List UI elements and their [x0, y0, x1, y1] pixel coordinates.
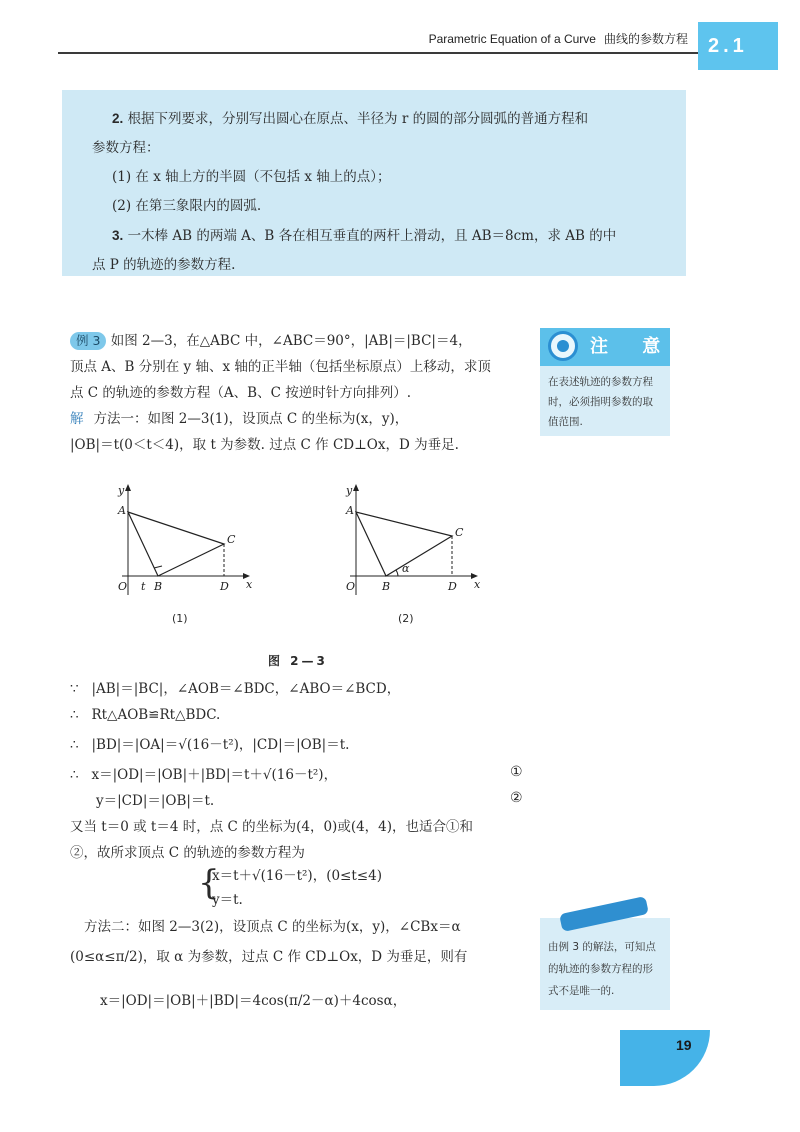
exercise-q2-cont: 参数方程：	[92, 140, 160, 156]
figure-1-caption: (1)	[172, 612, 188, 625]
method-2-line-3: x＝|OD|＝|OB|＋|BD|＝4cos(π/2－α)＋4cosα，	[100, 993, 407, 1009]
figure-1-triangle	[128, 512, 224, 576]
proof-line-1	[70, 676, 530, 702]
figure-1-label-y: y	[118, 484, 125, 497]
example-line-3: 点 C 的轨迹的参数方程（A、B、C 按逆时针方向排列）.	[70, 385, 411, 401]
attention-icon	[548, 331, 578, 361]
system-eq-1-text: x＝t＋√(16－t²)，	[212, 868, 327, 884]
q3-text: 一木棒 AB 的两端 A、B 各在相互垂直的两杆上滑动，且 AB＝8cm，求 AB 的中	[127, 228, 617, 244]
header-rule	[58, 52, 698, 54]
note-2-body: 由例 3 的解法，可知点的轨迹的参数方程的形式不是唯一的.	[540, 918, 670, 1010]
figure-1-right-angle	[154, 566, 162, 568]
figure-1-svg	[108, 480, 258, 610]
example-line-1-text: 如图 2—3，在△ABC 中，∠ABC＝90°，|AB|＝|BC|＝4，	[110, 333, 472, 349]
figure-2-label-x: x	[474, 578, 481, 591]
proof-block	[70, 676, 530, 866]
figure-2-label-y: y	[346, 484, 353, 497]
section-number: 2.1	[708, 34, 748, 57]
proof-line-6: 又当 t＝0 或 t＝4 时，点 C 的坐标为(4，0)或(4，4)，也适合①和	[70, 819, 474, 835]
solution-label: 解	[70, 411, 84, 427]
page-number: 19	[676, 1037, 692, 1053]
example-line-1	[70, 328, 540, 354]
figure-1-label-A: A	[118, 504, 126, 517]
q3-number: 3.	[112, 228, 124, 243]
figure-2-y-arrow	[353, 484, 359, 491]
system-eq-1	[212, 864, 382, 888]
example-tag: 例 3	[70, 332, 106, 350]
exercise-q3	[112, 221, 666, 251]
figure-2-label-D: D	[448, 580, 457, 593]
method-1-line-1	[70, 406, 540, 432]
q2-text: 根据下列要求，分别写出圆心在原点、半径为 r 的圆的部分圆弧的普通方程和	[127, 111, 589, 127]
proof-line-1-text: |AB|＝|BC|，∠AOB＝∠BDC，∠ABO＝∠BCD，	[91, 681, 401, 697]
method-2-line-1: 方法二：如图 2—3(2)，设顶点 C 的坐标为(x，y)，∠CBx＝α	[84, 919, 461, 935]
equation-mark-2: ②	[510, 790, 523, 806]
note-title: 注 意	[590, 336, 675, 357]
figure-2	[336, 480, 486, 614]
note-body: 在表述轨迹的参数方程时，必须指明参数的取值范围.	[540, 366, 670, 436]
equation-mark-1: ①	[510, 764, 523, 780]
header-title-cn: 曲线的参数方程	[603, 32, 688, 46]
system-eq-2: y＝t.	[212, 892, 243, 908]
exercise-q2	[112, 104, 666, 134]
figure-1-label-D: D	[220, 580, 229, 593]
figure-2-alpha-arc	[396, 570, 398, 576]
figure-2-label-alpha: α	[402, 562, 410, 575]
figure-1	[108, 480, 258, 614]
figure-2-label-A: A	[346, 504, 354, 517]
page-number-tab	[620, 1030, 710, 1086]
proof-line-2-text: Rt△AOB≌Rt△BDC.	[91, 707, 221, 723]
proof-line-3	[70, 732, 530, 758]
q2-number: 2.	[112, 111, 124, 126]
figure-caption: 图 2—3	[268, 654, 328, 668]
figure-1-label-t: t	[141, 580, 146, 593]
method-2-line-2: (0≤α≤π/2)，取 α 为参数，过点 C 作 CD⊥Ox，D 为垂足，则有	[70, 949, 468, 965]
figure-2-caption: (2)	[398, 612, 414, 625]
header-title-en: Parametric Equation of a Curve	[428, 32, 596, 46]
figure-2-label-C: C	[455, 526, 464, 539]
method-2-block	[70, 912, 540, 1016]
header-title	[429, 30, 688, 47]
figure-2-label-O: O	[346, 580, 356, 593]
therefore-symbol: ∴	[70, 737, 79, 753]
exercise-q2-item2: (2) 在第三象限内的圆弧.	[112, 198, 262, 214]
figure-1-label-B: B	[154, 580, 163, 593]
method-1-line-2: |OB|＝t(0＜t＜4)，取 t 为参数. 过点 C 作 CD⊥Ox，D 为垂足.	[70, 437, 459, 453]
system-equations	[212, 864, 382, 912]
figure-1-label-C: C	[227, 533, 236, 546]
therefore-symbol: ∴	[70, 707, 79, 723]
figure-2-label-B: B	[382, 580, 391, 593]
therefore-symbol: ∴	[70, 767, 79, 783]
figure-1-label-O: O	[118, 580, 128, 593]
exercise-q3-cont: 点 P 的轨迹的参数方程.	[92, 257, 236, 273]
example-3-text	[70, 328, 540, 458]
section-tab	[698, 22, 778, 70]
figure-2-svg	[336, 480, 486, 610]
system-range: (0≤t≤4)	[326, 868, 382, 884]
proof-line-4-text: x＝|OD|＝|OB|＋|BD|＝t＋√(16－t²)，	[91, 767, 338, 783]
method-1-line-1-text: 方法一：如图 2—3(1)，设顶点 C 的坐标为(x，y)，	[93, 411, 409, 427]
exercise-box	[62, 90, 686, 276]
proof-line-2	[70, 702, 530, 728]
exercise-q2-item1: (1) 在 x 轴上方的半圆（不包括 x 轴上的点）；	[112, 169, 391, 185]
system-brace: {	[198, 863, 220, 903]
proof-line-3-text: |BD|＝|OA|＝√(16－t²)，|CD|＝|OB|＝t.	[91, 737, 350, 753]
proof-line-5: y＝|CD|＝|OB|＝t.	[96, 793, 215, 809]
because-symbol: ∵	[70, 681, 79, 697]
proof-line-4	[70, 762, 530, 788]
proof-line-7: ②，故所求顶点 C 的轨迹的参数方程为	[70, 845, 305, 861]
figure-1-y-arrow	[125, 484, 131, 491]
example-line-2: 顶点 A、B 分别在 y 轴、x 轴的正半轴（包括坐标原点）上移动，求顶	[70, 359, 491, 375]
figure-1-label-x: x	[246, 578, 253, 591]
